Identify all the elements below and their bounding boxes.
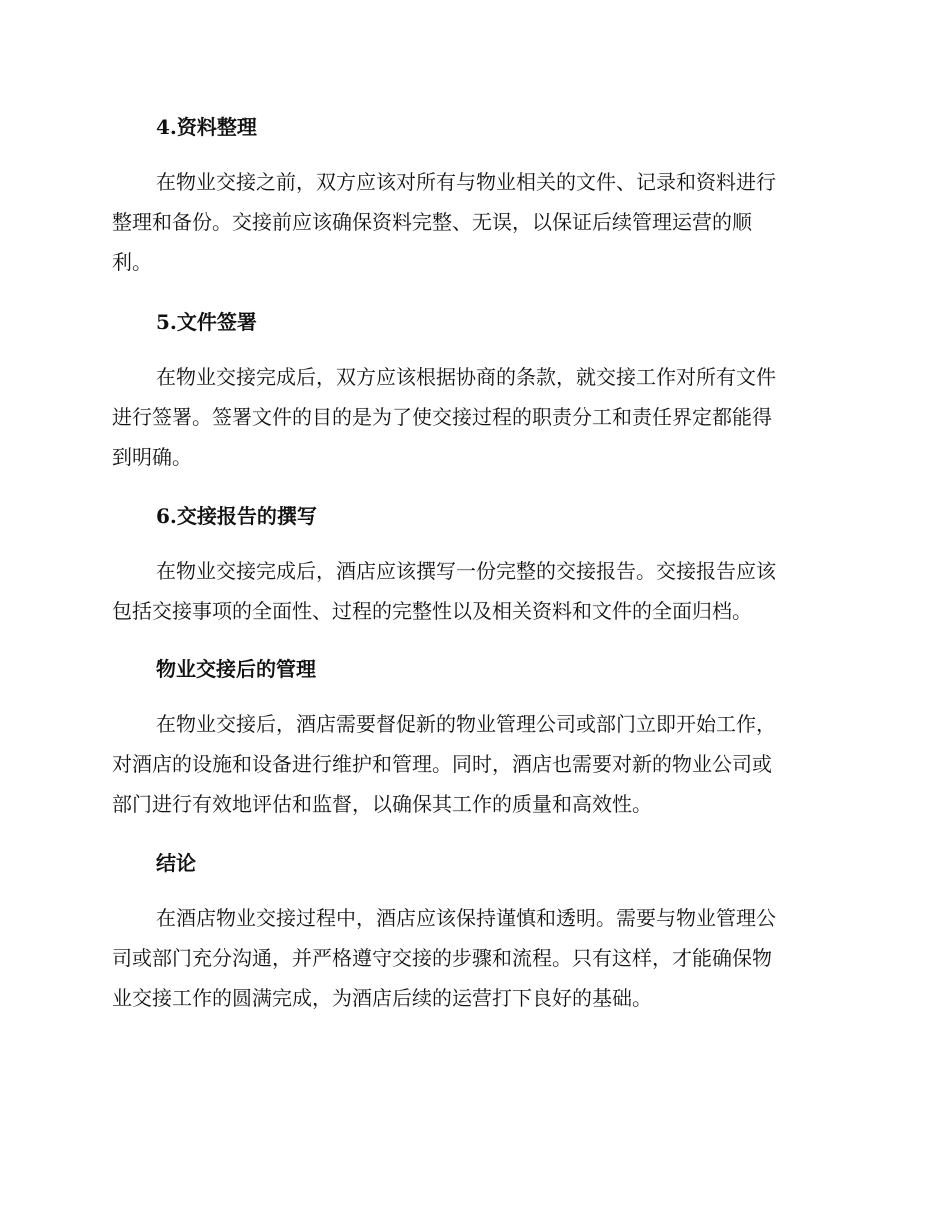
- paragraph-line: 在物业交接完成后，酒店应该撰写一份完整的交接报告。交接报告应该: [156, 559, 776, 583]
- section-heading-handover-report: 6.交接报告的撰写: [156, 504, 317, 528]
- section-heading-data-organization: 4.资料整理: [156, 115, 257, 139]
- section-paragraph-data-organization: [112, 162, 834, 282]
- paragraph-line: 整理和备份。交接前应该确保资料完整、无误，以保证后续管理运营的顺: [112, 210, 752, 234]
- paragraph-line: 进行签署。签署文件的目的是为了使交接过程的职责分工和责任界定都能得: [112, 405, 772, 429]
- section-heading-post-handover-management: 物业交接后的管理: [156, 657, 316, 681]
- paragraph-line: 业交接工作的圆满完成，为酒店后续的运营打下良好的基础。: [112, 986, 652, 1010]
- section-paragraph-document-signing: [112, 357, 834, 477]
- paragraph-line: 在物业交接之前，双方应该对所有与物业相关的文件、记录和资料进行: [156, 170, 776, 194]
- paragraph-line: 到明确。: [112, 445, 192, 469]
- section-heading-document-signing: 5.文件签署: [156, 310, 257, 334]
- paragraph-line: 对酒店的设施和设备进行维护和管理。同时，酒店也需要对新的物业公司或: [112, 752, 772, 776]
- paragraph-line: 利。: [112, 250, 152, 274]
- paragraph-line: 在物业交接完成后，双方应该根据协商的条款，就交接工作对所有文件: [156, 365, 776, 389]
- paragraph-line: 司或部门充分沟通，并严格遵守交接的步骤和流程。只有这样，才能确保物: [112, 946, 772, 970]
- section-paragraph-conclusion: [112, 898, 834, 1018]
- paragraph-line: 在物业交接后，酒店需要督促新的物业管理公司或部门立即开始工作，: [156, 712, 776, 736]
- section-paragraph-post-handover-management: [112, 704, 834, 824]
- section-heading-conclusion: 结论: [156, 851, 196, 875]
- section-paragraph-handover-report: [112, 551, 834, 631]
- paragraph-line: 包括交接事项的全面性、过程的完整性以及相关资料和文件的全面归档。: [112, 599, 752, 623]
- paragraph-line: 在酒店物业交接过程中，酒店应该保持谨慎和透明。需要与物业管理公: [156, 906, 776, 930]
- paragraph-line: 部门进行有效地评估和监督，以确保其工作的质量和高效性。: [112, 792, 652, 816]
